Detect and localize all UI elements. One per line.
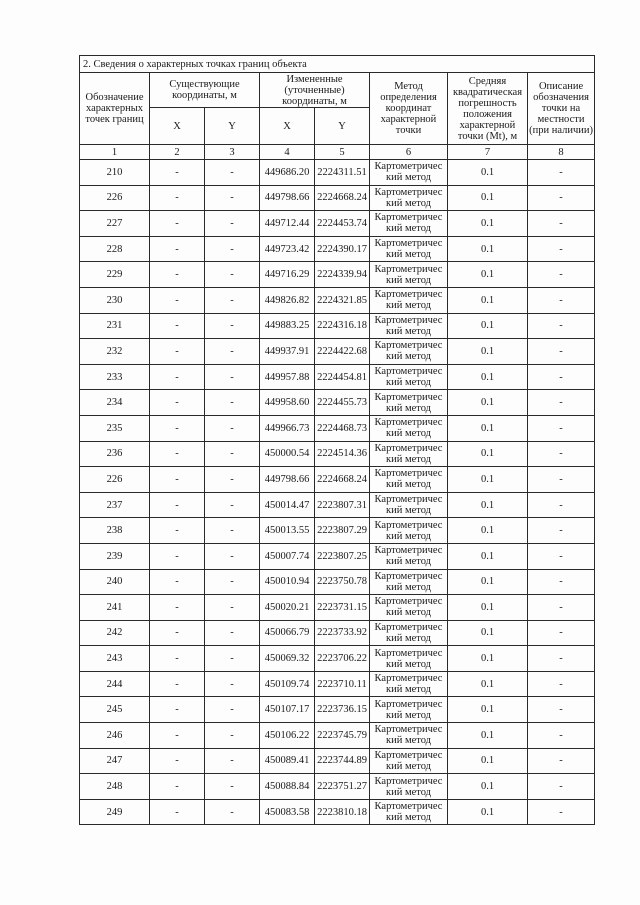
header-changed-y: Y [315, 108, 370, 145]
accuracy-cell: 0.1 [448, 160, 528, 186]
existing-y-cell: - [205, 415, 260, 441]
existing-x-cell: - [150, 774, 205, 800]
table-row [80, 723, 595, 749]
method-cell: Картометричес кий метод [370, 313, 448, 339]
existing-x-cell: - [150, 339, 205, 365]
method-cell: Картометричес кий метод [370, 236, 448, 262]
changed-x-cell: 449937.91 [260, 339, 315, 365]
existing-y-cell: - [205, 697, 260, 723]
accuracy-cell: 0.1 [448, 287, 528, 313]
accuracy-cell: 0.1 [448, 390, 528, 416]
changed-y-cell: 2224390.17 [315, 236, 370, 262]
header-method: Метод определения координат характерной точки [370, 73, 448, 145]
point-number-cell: 238 [80, 518, 150, 544]
existing-y-cell: - [205, 595, 260, 621]
table-row [80, 467, 595, 493]
method-cell: Картометричес кий метод [370, 441, 448, 467]
changed-y-cell: 2223751.27 [315, 774, 370, 800]
accuracy-cell: 0.1 [448, 415, 528, 441]
changed-y-cell: 2223733.92 [315, 620, 370, 646]
changed-x-cell: 450007.74 [260, 543, 315, 569]
table-row [80, 774, 595, 800]
method-cell: Картометричес кий метод [370, 160, 448, 186]
header-changed-x: X [260, 108, 315, 145]
description-cell: - [528, 364, 595, 390]
point-number-cell: 241 [80, 595, 150, 621]
table-row [80, 390, 595, 416]
existing-x-cell: - [150, 313, 205, 339]
changed-x-cell: 450014.47 [260, 492, 315, 518]
accuracy-cell: 0.1 [448, 262, 528, 288]
changed-x-cell: 450020.21 [260, 595, 315, 621]
existing-x-cell: - [150, 723, 205, 749]
changed-y-cell: 2223710.11 [315, 671, 370, 697]
existing-y-cell: - [205, 723, 260, 749]
accuracy-cell: 0.1 [448, 211, 528, 237]
point-number-cell: 242 [80, 620, 150, 646]
description-cell: - [528, 518, 595, 544]
table-row [80, 236, 595, 262]
existing-x-cell: - [150, 467, 205, 493]
method-cell: Картометричес кий метод [370, 185, 448, 211]
changed-y-cell: 2224316.18 [315, 313, 370, 339]
existing-y-cell: - [205, 211, 260, 237]
existing-y-cell: - [205, 390, 260, 416]
changed-x-cell: 450107.17 [260, 697, 315, 723]
point-number-cell: 226 [80, 185, 150, 211]
description-cell: - [528, 492, 595, 518]
column-number: 4 [260, 145, 315, 160]
accuracy-cell: 0.1 [448, 313, 528, 339]
point-number-cell: 230 [80, 287, 150, 313]
method-cell: Картометричес кий метод [370, 697, 448, 723]
description-cell: - [528, 646, 595, 672]
changed-x-cell: 449826.82 [260, 287, 315, 313]
accuracy-cell: 0.1 [448, 236, 528, 262]
point-number-cell: 232 [80, 339, 150, 365]
description-cell: - [528, 671, 595, 697]
point-number-cell: 248 [80, 774, 150, 800]
table-row [80, 697, 595, 723]
column-number: 6 [370, 145, 448, 160]
existing-y-cell: - [205, 160, 260, 186]
changed-x-cell: 449798.66 [260, 467, 315, 493]
changed-x-cell: 450089.41 [260, 748, 315, 774]
existing-y-cell: - [205, 467, 260, 493]
accuracy-cell: 0.1 [448, 671, 528, 697]
existing-x-cell: - [150, 595, 205, 621]
changed-x-cell: 449716.29 [260, 262, 315, 288]
table-row [80, 646, 595, 672]
method-cell: Картометричес кий метод [370, 415, 448, 441]
existing-x-cell: - [150, 799, 205, 825]
table-row [80, 748, 595, 774]
column-number: 2 [150, 145, 205, 160]
table-row [80, 262, 595, 288]
point-number-cell: 240 [80, 569, 150, 595]
existing-y-cell: - [205, 441, 260, 467]
table-row [80, 339, 595, 365]
method-cell: Картометричес кий метод [370, 492, 448, 518]
existing-x-cell: - [150, 160, 205, 186]
method-cell: Картометричес кий метод [370, 671, 448, 697]
changed-y-cell: 2224455.73 [315, 390, 370, 416]
point-number-cell: 244 [80, 671, 150, 697]
existing-x-cell: - [150, 390, 205, 416]
point-number-cell: 231 [80, 313, 150, 339]
method-cell: Картометричес кий метод [370, 748, 448, 774]
existing-y-cell: - [205, 313, 260, 339]
changed-x-cell: 450069.32 [260, 646, 315, 672]
changed-x-cell: 450088.84 [260, 774, 315, 800]
existing-y-cell: - [205, 364, 260, 390]
existing-x-cell: - [150, 620, 205, 646]
existing-x-cell: - [150, 569, 205, 595]
method-cell: Картометричес кий метод [370, 390, 448, 416]
description-cell: - [528, 262, 595, 288]
description-cell: - [528, 569, 595, 595]
description-cell: - [528, 211, 595, 237]
table-row [80, 492, 595, 518]
accuracy-cell: 0.1 [448, 543, 528, 569]
accuracy-cell: 0.1 [448, 339, 528, 365]
column-number: 3 [205, 145, 260, 160]
description-cell: - [528, 313, 595, 339]
description-cell: - [528, 236, 595, 262]
column-number: 8 [528, 145, 595, 160]
description-cell: - [528, 543, 595, 569]
existing-x-cell: - [150, 748, 205, 774]
method-cell: Картометричес кий метод [370, 339, 448, 365]
point-number-cell: 243 [80, 646, 150, 672]
changed-y-cell: 2223750.78 [315, 569, 370, 595]
point-number-cell: 228 [80, 236, 150, 262]
section-title: 2. Сведения о характерных точках границ объекта [80, 56, 595, 73]
point-number-cell: 239 [80, 543, 150, 569]
accuracy-cell: 0.1 [448, 799, 528, 825]
changed-x-cell: 449966.73 [260, 415, 315, 441]
column-number: 5 [315, 145, 370, 160]
table-row [80, 185, 595, 211]
existing-y-cell: - [205, 236, 260, 262]
changed-x-cell: 449723.42 [260, 236, 315, 262]
changed-y-cell: 2224668.24 [315, 185, 370, 211]
description-cell: - [528, 748, 595, 774]
existing-x-cell: - [150, 236, 205, 262]
description-cell: - [528, 441, 595, 467]
existing-x-cell: - [150, 211, 205, 237]
changed-x-cell: 450010.94 [260, 569, 315, 595]
changed-y-cell: 2223744.89 [315, 748, 370, 774]
header-accuracy: Средняя квадратическая погрешность положения характерной точки (Mt), м [448, 73, 528, 145]
method-cell: Картометричес кий метод [370, 799, 448, 825]
changed-y-cell: 2224321.85 [315, 287, 370, 313]
existing-y-cell: - [205, 518, 260, 544]
changed-y-cell: 2224311.51 [315, 160, 370, 186]
table-row [80, 287, 595, 313]
point-number-cell: 249 [80, 799, 150, 825]
description-cell: - [528, 595, 595, 621]
table-row [80, 415, 595, 441]
existing-y-cell: - [205, 185, 260, 211]
point-number-cell: 246 [80, 723, 150, 749]
accuracy-cell: 0.1 [448, 441, 528, 467]
accuracy-cell: 0.1 [448, 518, 528, 544]
point-number-cell: 227 [80, 211, 150, 237]
header-existing-y: Y [205, 108, 260, 145]
changed-x-cell: 449957.88 [260, 364, 315, 390]
changed-x-cell: 450066.79 [260, 620, 315, 646]
method-cell: Картометричес кий метод [370, 364, 448, 390]
changed-y-cell: 2223807.29 [315, 518, 370, 544]
changed-x-cell: 449686.20 [260, 160, 315, 186]
column-number: 1 [80, 145, 150, 160]
method-cell: Картометричес кий метод [370, 646, 448, 672]
existing-x-cell: - [150, 441, 205, 467]
changed-x-cell: 450109.74 [260, 671, 315, 697]
description-cell: - [528, 697, 595, 723]
header-changed-coords: Измененные (уточненные) координаты, м [260, 73, 370, 108]
existing-x-cell: - [150, 185, 205, 211]
existing-x-cell: - [150, 518, 205, 544]
changed-y-cell: 2223807.31 [315, 492, 370, 518]
table-row [80, 518, 595, 544]
description-cell: - [528, 774, 595, 800]
header-existing-coords: Существующие координаты, м [150, 73, 260, 108]
changed-x-cell: 450106.22 [260, 723, 315, 749]
header-description: Описание обозначения точки на местности (при наличии) [528, 73, 595, 145]
changed-x-cell: 449883.25 [260, 313, 315, 339]
table-row [80, 543, 595, 569]
point-number-cell: 247 [80, 748, 150, 774]
point-number-cell: 233 [80, 364, 150, 390]
existing-y-cell: - [205, 543, 260, 569]
method-cell: Картометричес кий метод [370, 569, 448, 595]
changed-y-cell: 2223706.22 [315, 646, 370, 672]
table-row [80, 211, 595, 237]
changed-y-cell: 2223807.25 [315, 543, 370, 569]
existing-x-cell: - [150, 415, 205, 441]
description-cell: - [528, 467, 595, 493]
table-row [80, 799, 595, 825]
existing-y-cell: - [205, 671, 260, 697]
method-cell: Картометричес кий метод [370, 518, 448, 544]
existing-x-cell: - [150, 364, 205, 390]
accuracy-cell: 0.1 [448, 569, 528, 595]
existing-y-cell: - [205, 287, 260, 313]
point-number-cell: 235 [80, 415, 150, 441]
changed-y-cell: 2223745.79 [315, 723, 370, 749]
point-number-cell: 245 [80, 697, 150, 723]
table-row [80, 441, 595, 467]
changed-y-cell: 2224422.68 [315, 339, 370, 365]
table-row [80, 671, 595, 697]
header-existing-x: X [150, 108, 205, 145]
changed-y-cell: 2224339.94 [315, 262, 370, 288]
description-cell: - [528, 339, 595, 365]
existing-y-cell: - [205, 492, 260, 518]
point-number-cell: 210 [80, 160, 150, 186]
point-number-cell: 236 [80, 441, 150, 467]
existing-x-cell: - [150, 262, 205, 288]
table-row [80, 620, 595, 646]
method-cell: Картометричес кий метод [370, 774, 448, 800]
method-cell: Картометричес кий метод [370, 467, 448, 493]
existing-x-cell: - [150, 287, 205, 313]
description-cell: - [528, 390, 595, 416]
method-cell: Картометричес кий метод [370, 620, 448, 646]
changed-y-cell: 2223736.15 [315, 697, 370, 723]
method-cell: Картометричес кий метод [370, 211, 448, 237]
table-row [80, 569, 595, 595]
accuracy-cell: 0.1 [448, 646, 528, 672]
changed-y-cell: 2224468.73 [315, 415, 370, 441]
changed-x-cell: 449958.60 [260, 390, 315, 416]
changed-x-cell: 450083.58 [260, 799, 315, 825]
changed-x-cell: 450013.55 [260, 518, 315, 544]
method-cell: Картометричес кий метод [370, 595, 448, 621]
accuracy-cell: 0.1 [448, 595, 528, 621]
boundary-points-table [79, 55, 595, 825]
method-cell: Картометричес кий метод [370, 723, 448, 749]
point-number-cell: 229 [80, 262, 150, 288]
changed-y-cell: 2224668.24 [315, 467, 370, 493]
accuracy-cell: 0.1 [448, 467, 528, 493]
existing-x-cell: - [150, 646, 205, 672]
existing-y-cell: - [205, 262, 260, 288]
header-designation: Обозначение характерных точек границ [80, 73, 150, 145]
method-cell: Картометричес кий метод [370, 262, 448, 288]
changed-x-cell: 449712.44 [260, 211, 315, 237]
existing-y-cell: - [205, 748, 260, 774]
accuracy-cell: 0.1 [448, 697, 528, 723]
table-row [80, 364, 595, 390]
description-cell: - [528, 723, 595, 749]
description-cell: - [528, 415, 595, 441]
accuracy-cell: 0.1 [448, 492, 528, 518]
existing-y-cell: - [205, 620, 260, 646]
point-number-cell: 226 [80, 467, 150, 493]
accuracy-cell: 0.1 [448, 364, 528, 390]
changed-y-cell: 2223810.18 [315, 799, 370, 825]
changed-y-cell: 2224454.81 [315, 364, 370, 390]
description-cell: - [528, 160, 595, 186]
table-row [80, 160, 595, 186]
changed-y-cell: 2223731.15 [315, 595, 370, 621]
description-cell: - [528, 620, 595, 646]
column-number: 7 [448, 145, 528, 160]
point-number-cell: 234 [80, 390, 150, 416]
existing-x-cell: - [150, 697, 205, 723]
table-body [80, 160, 595, 825]
description-cell: - [528, 185, 595, 211]
existing-x-cell: - [150, 671, 205, 697]
changed-y-cell: 2224453.74 [315, 211, 370, 237]
changed-x-cell: 449798.66 [260, 185, 315, 211]
method-cell: Картометричес кий метод [370, 543, 448, 569]
table-row [80, 595, 595, 621]
description-cell: - [528, 287, 595, 313]
accuracy-cell: 0.1 [448, 774, 528, 800]
accuracy-cell: 0.1 [448, 185, 528, 211]
point-number-cell: 237 [80, 492, 150, 518]
existing-x-cell: - [150, 543, 205, 569]
accuracy-cell: 0.1 [448, 620, 528, 646]
existing-y-cell: - [205, 339, 260, 365]
existing-y-cell: - [205, 569, 260, 595]
existing-x-cell: - [150, 492, 205, 518]
column-numbers-row [80, 145, 595, 160]
existing-y-cell: - [205, 774, 260, 800]
changed-y-cell: 2224514.36 [315, 441, 370, 467]
description-cell: - [528, 799, 595, 825]
changed-x-cell: 450000.54 [260, 441, 315, 467]
accuracy-cell: 0.1 [448, 748, 528, 774]
table-row [80, 313, 595, 339]
existing-y-cell: - [205, 646, 260, 672]
accuracy-cell: 0.1 [448, 723, 528, 749]
method-cell: Картометричес кий метод [370, 287, 448, 313]
existing-y-cell: - [205, 799, 260, 825]
